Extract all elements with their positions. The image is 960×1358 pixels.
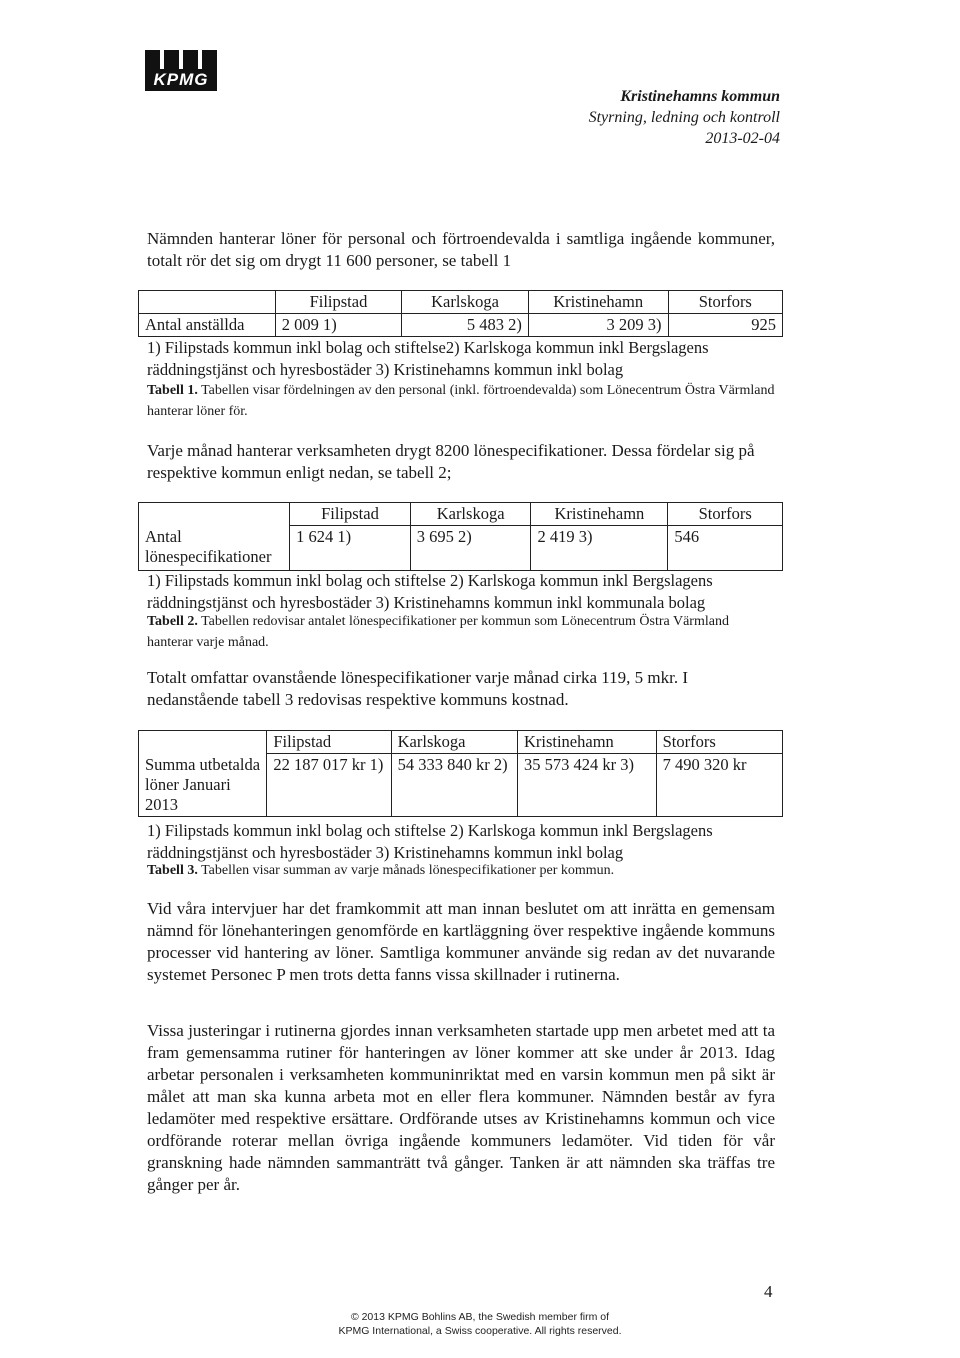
- table-row: [139, 503, 783, 526]
- table-row: [139, 754, 783, 817]
- table-cell: 22 187 017 kr 1): [267, 754, 391, 817]
- caption-label: Tabell 2.: [147, 614, 198, 629]
- table-1-footnote: 1) Filipstads kommun inkl bolag och stiftelse2) Karlskoga kommun inkl Bergslagens räddningstjänst och hyresbostäder 3) Kristinehamns kommun inkl bolag: [147, 338, 709, 379]
- table-cell: 5 483 2): [402, 314, 529, 337]
- table-cell: 35 573 424 kr 3): [517, 754, 656, 817]
- table-3-footnote: 1) Filipstads kommun inkl bolag och stiftelse 2) Karlskoga kommun inkl Bergslagens räddningstjänst och hyresbostäder 3) Kristinehamns kommun inkl bolag: [147, 821, 713, 862]
- table-row: [139, 291, 783, 314]
- table-1-caption: [147, 380, 777, 422]
- paragraph-2: Varje månad hanterar verksamheten drygt 8200 lönespecifikationer. Dessa fördelar sig på respektive kommun enligt nedan, se tabell 2;: [147, 441, 755, 482]
- footer: [0, 1310, 960, 1338]
- column-header: Kristinehamn: [531, 503, 668, 526]
- column-header: Karlskoga: [410, 503, 531, 526]
- table-2-footnote: 1) Filipstads kommun inkl bolag och stiftelse 2) Karlskoga kommun inkl Bergslagens räddningstjänst och hyresbostäder 3) Kristinehamns kommun inkl kommunala bolag: [147, 571, 713, 612]
- table-cell: 3 695 2): [410, 526, 531, 571]
- table-2: [138, 502, 783, 571]
- caption-label: Tabell 3.: [147, 863, 198, 878]
- header-organisation: Kristinehamns kommun: [620, 88, 780, 105]
- column-header: Filipstad: [290, 503, 411, 526]
- caption-text: Tabellen visar summan av varje månads lönespecifikationer per kommun.: [201, 863, 615, 878]
- caption-text: Tabellen redovisar antalet lönespecifikationer per kommun som Lönecentrum Östra Värmland hanterar varje månad.: [147, 614, 729, 650]
- logo-text: KPMG: [145, 69, 217, 91]
- table-cell: 2 009 1): [275, 314, 402, 337]
- row-label: Antal anställda: [139, 314, 276, 337]
- column-header: Karlskoga: [402, 291, 529, 314]
- table-cell: 3 209 3): [528, 314, 668, 337]
- table-3-caption: [147, 860, 777, 881]
- table-cell: 925: [668, 314, 782, 337]
- table-3: [138, 730, 783, 817]
- footer-line-1: © 2013 KPMG Bohlins AB, the Swedish member firm of: [350, 1311, 610, 1323]
- table-cell: 546: [668, 526, 783, 571]
- column-header: Storfors: [668, 291, 782, 314]
- column-header: Storfors: [656, 731, 782, 754]
- header-date: 2013-02-04: [705, 130, 780, 147]
- kpmg-logo: [145, 50, 217, 90]
- row-label: Antal lönespecifikationer: [139, 526, 290, 571]
- intro-paragraph: Nämnden hanterar löner för personal och förtroendevalda i samtliga ingående kommuner, totalt rör det sig om drygt 11 600 personer, se tabell 1: [147, 229, 775, 270]
- table-2-caption: [147, 611, 777, 653]
- table-row: [139, 731, 783, 754]
- column-header: Kristinehamn: [528, 291, 668, 314]
- table-1: [138, 290, 783, 337]
- column-header: Kristinehamn: [517, 731, 656, 754]
- paragraph-5: Vissa justeringar i rutinerna gjordes innan verksamheten startade upp men arbetet med att ta fram gemensamma rutiner för hanteringen av löner kommer att ske under år 2013. Idag arbetar personalen i verksamheten kommuninriktat med en varsin kommun men på sikt är målet att man ska kunna arbeta mot en eller flera kommuner. Nämnden består av fyra ledamöter med respektive ersättare. Ordförande utses av Kristinehamns kommun och vice ordförande roterar mellan övriga ingående kommuners ledamöter. Vid tiden för vår granskning hade nämnden sammanträtt två gånger. Tanken är att nämnden ska träffas tre gånger per år.: [147, 1021, 775, 1194]
- caption-text: Tabellen visar fördelningen av den personal (inkl. förtroendevalda) som Lönecentrum Östra Värmland hanterar löner för.: [147, 383, 775, 419]
- table-row: [139, 526, 783, 571]
- table-cell: 7 490 320 kr: [656, 754, 782, 817]
- table-cell: 2 419 3): [531, 526, 668, 571]
- caption-label: Tabell 1.: [147, 383, 198, 398]
- page-number: 4: [764, 1282, 773, 1301]
- row-label: Summa utbetalda löner Januari 2013: [139, 754, 267, 817]
- paragraph-4: Vid våra intervjuer har det framkommit att man innan beslutet om att inrätta en gemensam nämnd för lönehanteringen genomförde en kartläggning över respektive ingående kommuns processer vid hantering av löner. Samtliga kommuner använde sig redan av det nuvarande systemet Personec P men trots detta fanns vissa skillnader i rutinerna.: [147, 899, 775, 984]
- document-header: [589, 86, 780, 149]
- column-header: Storfors: [668, 503, 783, 526]
- column-header: Filipstad: [267, 731, 391, 754]
- header-subtitle: Styrning, ledning och kontroll: [588, 109, 780, 126]
- paragraph-3: Totalt omfattar ovanstående lönespecifikationer varje månad cirka 119, 5 mkr. I nedanstående tabell 3 redovisas respektive kommuns kostnad.: [147, 668, 689, 709]
- column-header: Filipstad: [275, 291, 402, 314]
- table-cell: 1 624 1): [290, 526, 411, 571]
- footer-line-2: KPMG International, a Swiss cooperative. All rights reserved.: [338, 1325, 622, 1337]
- column-header: Karlskoga: [391, 731, 517, 754]
- table-cell: 54 333 840 kr 2): [391, 754, 517, 817]
- table-row: [139, 314, 783, 337]
